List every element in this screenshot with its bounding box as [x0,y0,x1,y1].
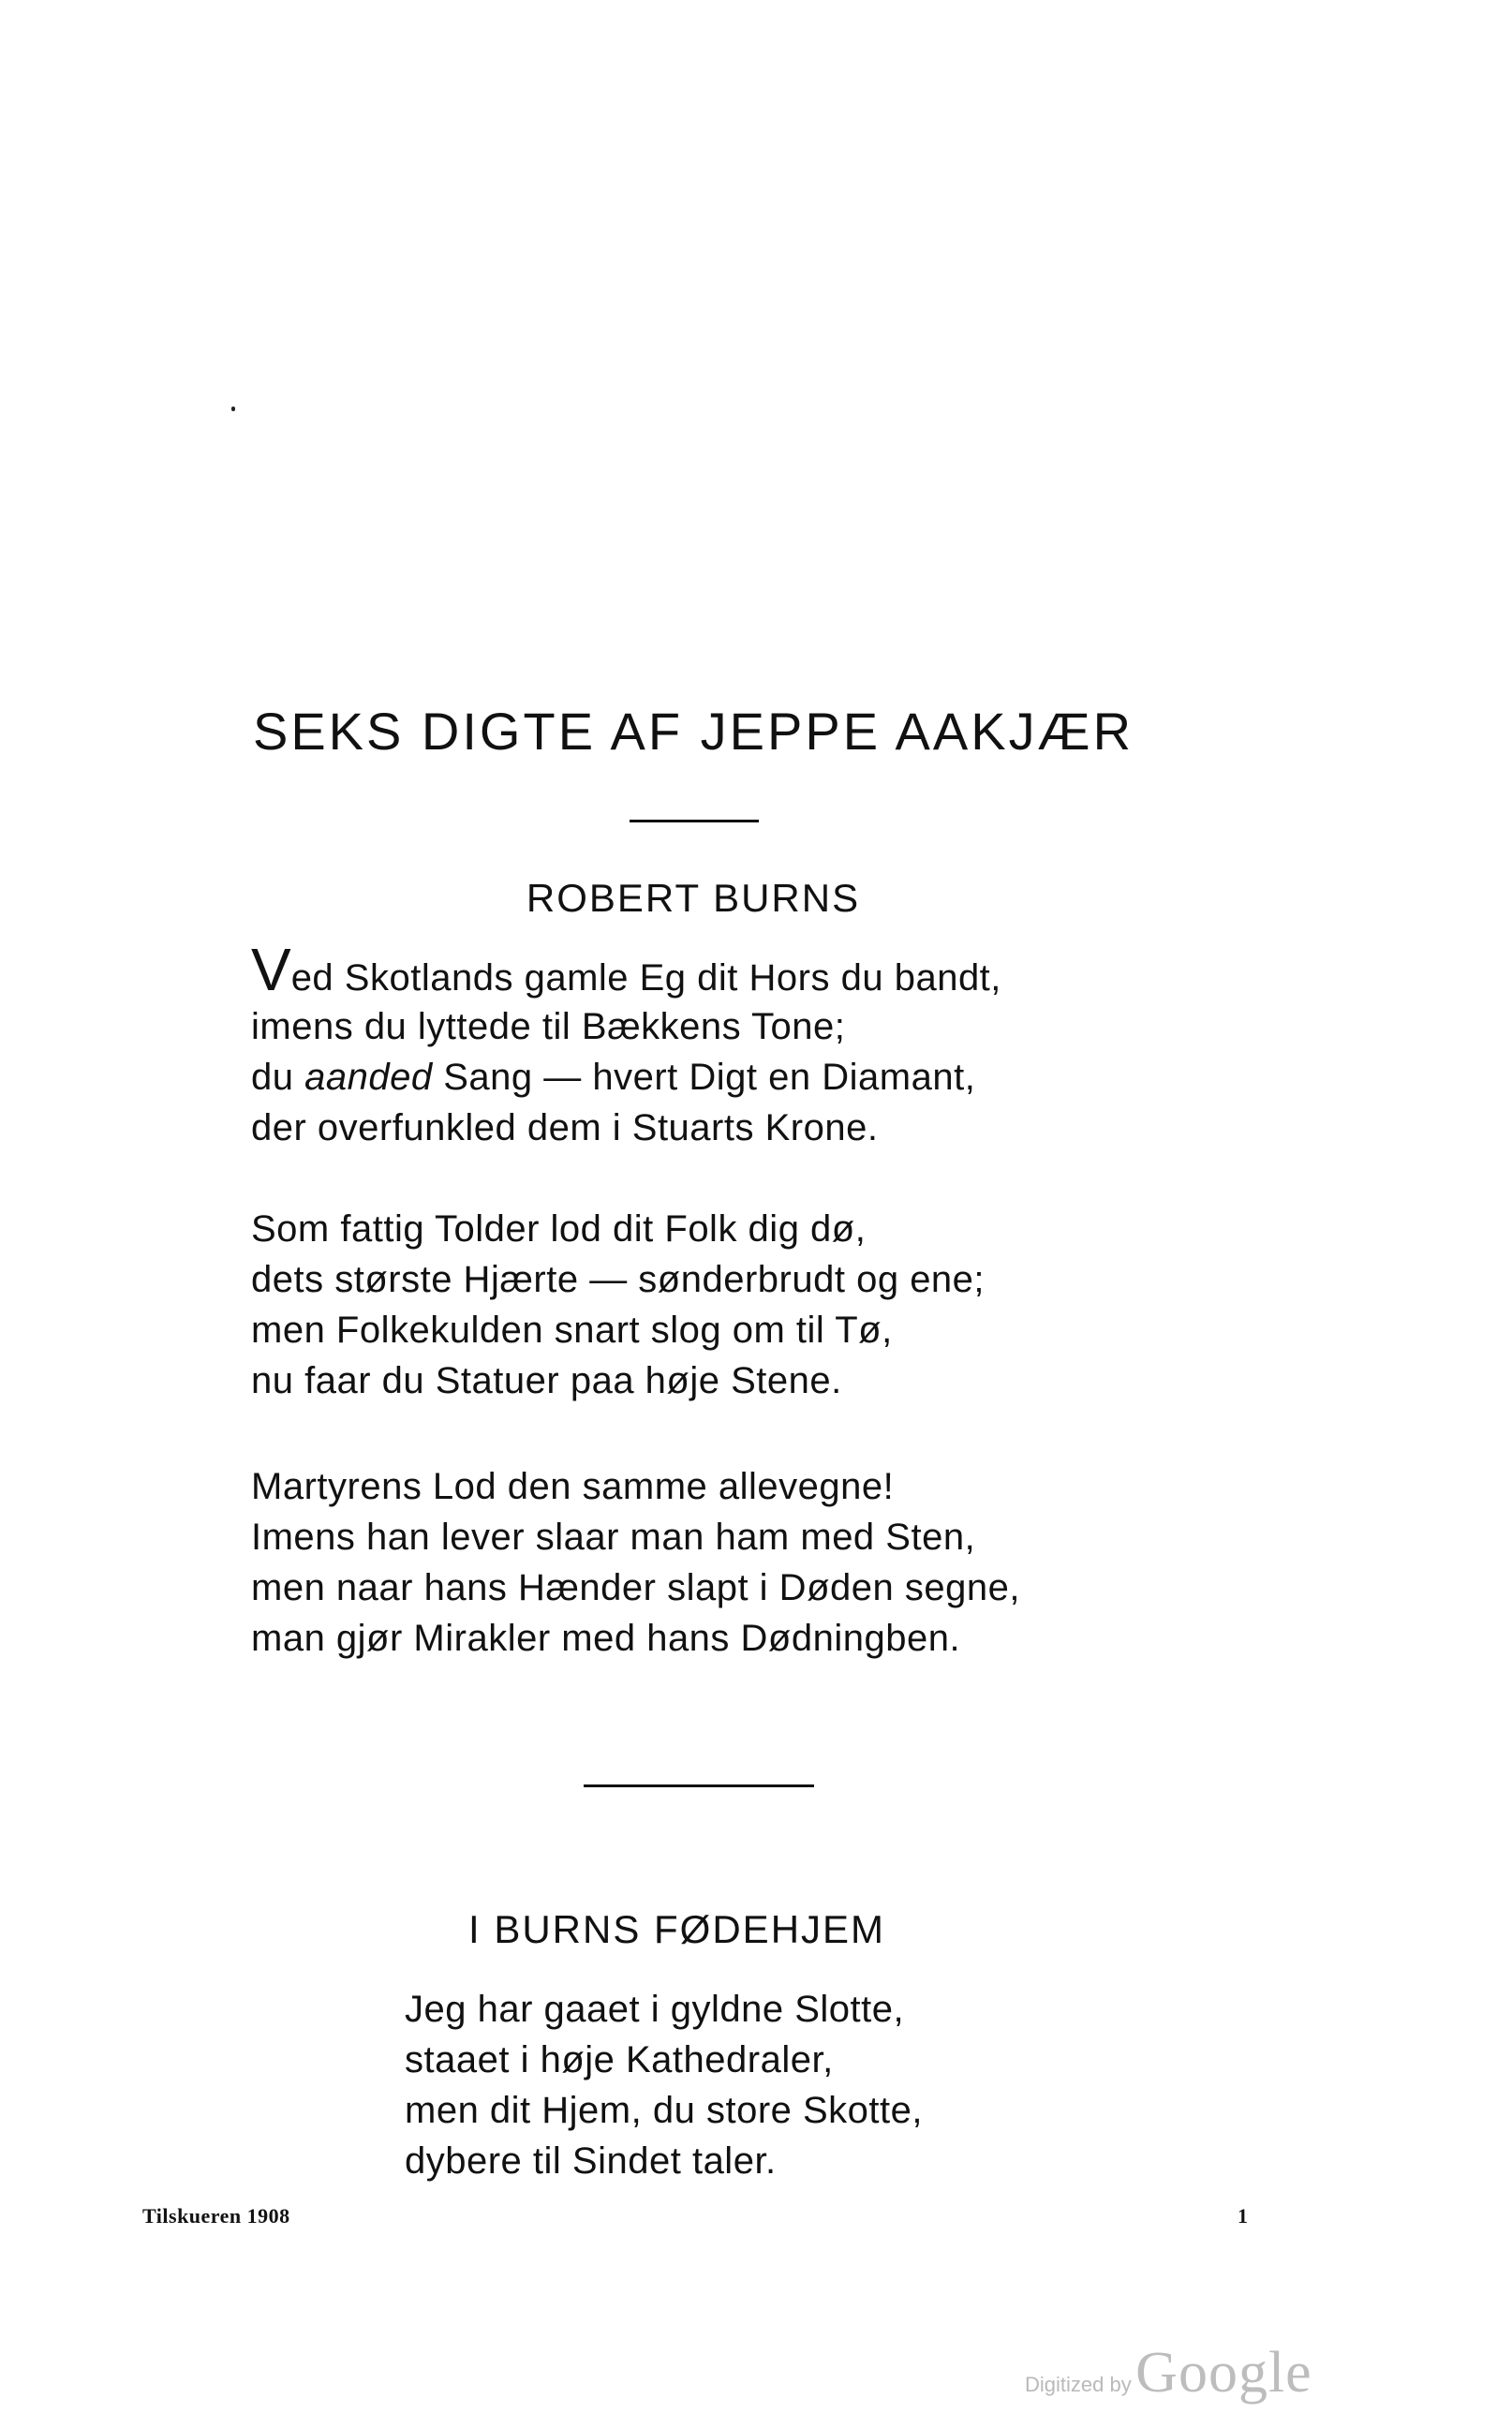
poem-line-text: ed Skotlands gamle Eg dit Hors du bandt, [290,957,1001,999]
poem-line: men Folkekulden snart slog om til Tø, [251,1310,893,1351]
main-title: SEKS DIGTE AF JEPPE AAKJÆR [252,702,1134,761]
drop-cap: V [251,936,291,1003]
poem-line: dybere til Sindet taler. [405,2140,777,2182]
poem-line: nu faar du Statuer paa høje Stene. [251,1360,842,1401]
poem1-stanza-2 [251,1204,985,1406]
publication-footer: Tilskueren 1908 [142,2204,290,2228]
digitization-watermark [1025,2340,1312,2406]
poem-line: Imens han lever slaar man ham med Sten, [251,1517,976,1558]
poem-line: imens du lyttede til Bækkens Tone; [251,1006,846,1047]
poem-line [251,936,1001,1003]
poem-line: der overfunkled dem i Stuarts Krone. [251,1107,879,1148]
poem1-stanza-3 [251,1461,1020,1664]
poem-line: dets største Hjærte — sønderbrudt og ene; [251,1259,986,1300]
poem1-stanza-1 [251,936,1001,1153]
poem-line: Jeg har gaaet i gyldne Slotte, [405,1989,905,2030]
print-speck [231,407,235,411]
watermark-small-text: Digitized by [1025,2373,1132,2396]
poem2-stanza-1 [405,1984,923,2186]
poem-line: staaet i høje Kathedraler, [405,2039,834,2080]
poem-title-i-burns-fodehjem: I BURNS FØDEHJEM [468,1907,886,1951]
poem-title-robert-burns: ROBERT BURNS [526,876,861,920]
poem-line: men dit Hjem, du store Skotte, [405,2090,924,2131]
poem-line: man gjør Mirakler med hans Dødningben. [251,1618,961,1659]
title-divider [630,820,759,822]
poem-line [251,1052,1001,1103]
section-divider [584,1784,814,1787]
page-number: 1 [1238,2204,1248,2228]
italic-word: aanded [304,1057,433,1098]
poem-line-text: Sang — hvert Digt en Diamant, [432,1057,976,1098]
poem-line: Martyrens Lod den samme allevegne! [251,1466,895,1507]
poem-line-text: du [251,1057,305,1098]
watermark-logo-text: Google [1135,2341,1312,2405]
poem-line: men naar hans Hænder slapt i Døden segne, [251,1567,1020,1608]
poem-line: Som fattig Tolder lod dit Folk dig dø, [251,1208,867,1250]
